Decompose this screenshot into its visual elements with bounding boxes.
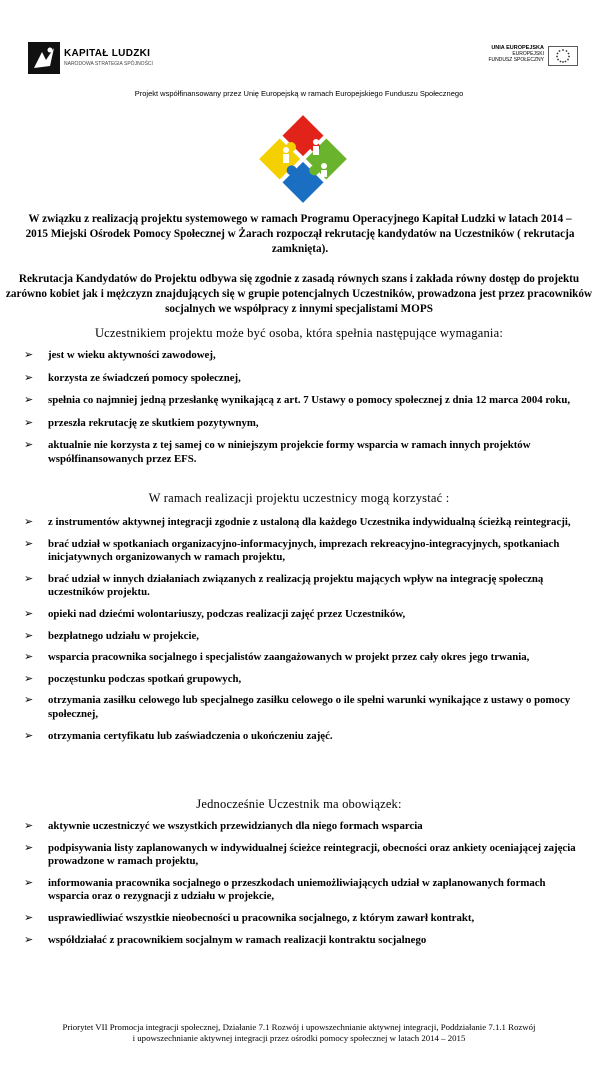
list-item: ➢ bezpłatnego udziału w projekcie, xyxy=(24,629,199,642)
funding-note: Projekt współfinansowany przez Unię Europejską w ramach Europejskiego Funduszu Społecznego xyxy=(134,89,464,98)
bullet-arrow-icon: ➢ xyxy=(24,394,34,407)
list-item: ➢ korzysta ze świadczeń pomocy społecznej, xyxy=(24,371,241,384)
benefits-heading: W ramach realizacji projektu uczestnicy mogą korzystać : xyxy=(148,491,450,505)
eu-logo-line3: FUNDUSZ SPOŁECZNY xyxy=(488,57,544,63)
bullet-arrow-icon: ➢ xyxy=(24,371,34,384)
bullet-arrow-icon: ➢ xyxy=(24,607,34,620)
benefits-list xyxy=(24,516,580,743)
list-item: ➢ opieki nad dziećmi wolontariuszy, podczas realizacji zajęć przez Uczestników, xyxy=(24,607,406,620)
list-item: ➢ brać udział w innych działaniach związanych z realizacją projektu mających wpływ na integrację społeczną uczestników projektu. xyxy=(24,572,544,599)
bullet-arrow-icon: ➢ xyxy=(24,651,34,664)
requirements-heading: Uczestnikiem projektu może być osoba, która spełnia następujące wymagania: xyxy=(94,326,504,340)
eu-flag-icon xyxy=(548,46,578,66)
list-item: ➢ jest w wieku aktywności zawodowej, xyxy=(24,349,216,361)
list-item: ➢ aktywnie uczestniczyć we wszystkich przewidzianych dla niego formach wsparcia xyxy=(24,820,423,832)
list-item: ➢ współdziałać z pracownikiem socjalnym w ramach realizacji kontraktu socjalnego xyxy=(24,933,427,946)
list-item: ➢ wsparcia pracownika socjalnego i specjalistów zaangażowanych w projekt przez cały okres jego trwania, xyxy=(24,651,530,664)
list-item: ➢ przeszła rekrutację ze skutkiem pozytywnym, xyxy=(24,416,259,429)
bullet-arrow-icon: ➢ xyxy=(24,694,34,707)
list-item: ➢ aktualnie nie korzysta z tej samej co w niniejszym projekcie formy wsparcia w ramach innych projektów współfinansowanych przez EFS. xyxy=(24,439,531,465)
eu-efs-logo xyxy=(478,44,578,70)
eu-logo-line1: UNIA EUROPEJSKA xyxy=(491,45,544,51)
list-item: ➢ podpisywania listy zaplanowanych w indywidualnej ścieżce reintegracji, obecności oraz ankiety oceniającej zajęcia prowadzone w ramach projektu, xyxy=(24,841,576,868)
bullet-arrow-icon: ➢ xyxy=(24,439,34,452)
list-item: ➢ usprawiedliwiać wszystkie nieobecności u pracownika socjalnego, z którym zawarł kontrakt, xyxy=(24,911,475,924)
list-item: ➢ otrzymania certyfikatu lub zaświadczenia o ukończeniu zajęć. xyxy=(24,729,333,742)
bullet-arrow-icon: ➢ xyxy=(24,820,34,832)
page-footer xyxy=(0,1022,598,1044)
bullet-arrow-icon: ➢ xyxy=(24,349,34,361)
kapital-ludzki-logo xyxy=(28,40,218,80)
list-item: ➢ spełnia co najmniej jedną przesłankę wynikającą z art. 7 Ustawy o pomocy społecznej z dnia 12 marca 2004 roku, xyxy=(24,394,571,407)
list-item: ➢ poczęstunku podczas spotkań grupowych, xyxy=(24,672,242,685)
intro-paragraph: W związku z realizacją projektu systemowego w ramach Programu Operacyjnego Kapitał Ludzki w latach 2014 – 2015 Miejski Ośrodek Pomocy Społecznej w Żarach rozpoczął rekrutację kandydatów na Uczestników ( rekrutacja zamknięta). xyxy=(25,213,575,255)
footer-line2: i upowszechnianie aktywnej integracji przez ośrodki pomocy społecznej w latach 2014 – 2015 xyxy=(132,1033,466,1043)
bullet-arrow-icon: ➢ xyxy=(24,841,34,854)
list-item: ➢ otrzymania zasiłku celowego lub specjalnego zasiłku celowego o ile spełni warunki wynikające z ustawy o pomocy społecznej, xyxy=(24,694,571,720)
footer-line1: Priorytet VII Promocja integracji społecznej, Działanie 7.1 Rozwój i upowszechnianie aktywnej integracji, Poddziałanie 7.1.1 Rozwój xyxy=(62,1022,536,1032)
requirements-list xyxy=(24,349,580,467)
recruitment-paragraph: Rekrutacja Kandydatów do Projektu odbywa się zgodnie z zasadą równych szans i zakłada równy dostęp do projektu zarówno kobiet jak i mężczyzn znajdujących się w grupie potencjalnych Uczestników, prowadzona jest przez pracowników socjalnych we współpracy z innymi specjalistami MOPS xyxy=(5,273,593,315)
bullet-arrow-icon: ➢ xyxy=(24,933,34,946)
eu-logo-text xyxy=(488,45,544,63)
obligations-heading: Jednocześnie Uczestnik ma obowiązek: xyxy=(196,797,402,811)
kapital-ludzki-title: KAPITAŁ LUDZKI xyxy=(64,48,151,59)
bullet-arrow-icon: ➢ xyxy=(24,911,34,924)
bullet-arrow-icon: ➢ xyxy=(24,729,34,742)
list-item: ➢ z instrumentów aktywnej integracji zgodnie z ustaloną dla każdego Uczestnika indywidualną ścieżką reintegracji, xyxy=(24,516,571,528)
bullet-arrow-icon: ➢ xyxy=(24,876,34,889)
kapital-ludzki-emblem-icon xyxy=(28,42,60,74)
list-item: ➢ informowania pracownika socjalnego o przeszkodach uniemożliwiających udział w zaplanowanych formach wsparcia oraz o rezygnacji z udziału w projekcie, xyxy=(24,876,546,903)
list-item: ➢ brać udział w spotkaniach organizacyjno-informacyjnych, imprezach rekreacyjno-integracyjnych, spotkaniach inicjatywnych organizowanych w ramach projektu, xyxy=(24,537,560,564)
bullet-arrow-icon: ➢ xyxy=(24,672,34,685)
bullet-arrow-icon: ➢ xyxy=(24,629,34,642)
bullet-arrow-icon: ➢ xyxy=(24,537,34,550)
eu-logo-line2: EUROPEJSKI xyxy=(512,51,544,57)
bullet-arrow-icon: ➢ xyxy=(24,416,34,429)
bullet-arrow-icon: ➢ xyxy=(24,516,34,528)
kapital-ludzki-subtitle: NARODOWA STRATEGIA SPÓJNOŚCI xyxy=(64,61,153,67)
bullet-arrow-icon: ➢ xyxy=(24,572,34,585)
puzzle-logo-icon xyxy=(258,112,348,206)
obligations-list xyxy=(24,820,580,947)
